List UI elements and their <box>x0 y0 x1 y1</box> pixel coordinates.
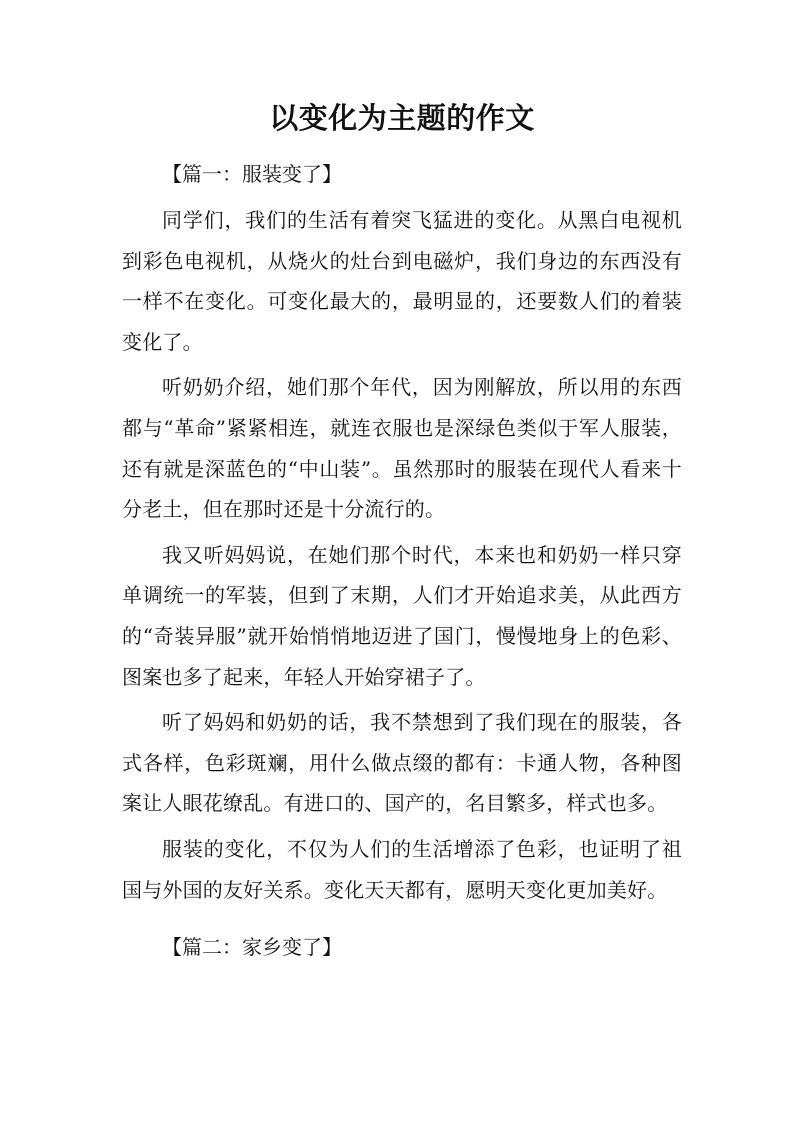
section-heading-1: 【篇一：服装变了】 <box>162 162 342 186</box>
paragraph-5: 服装的变化，不仅为人们的生活增添了色彩，也证明了祖国与外国的友好关系。变化天天都有，愿明天变化更加美好。 <box>122 836 682 902</box>
section-heading-2: 【篇二：家乡变了】 <box>162 935 342 960</box>
paragraph-3: 我又听妈妈说，在她们那个时代，本来也和奶奶一样只穿单调统一的军装，但到了末期，人们才开始追求美，从此西方的“奇装异服”就开始悄悄地迈进了国门，慢慢地身上的色彩、图案也多了起来，年轻人开始穿裙子了。 <box>122 542 682 689</box>
paragraph-2: 听奶奶介绍，她们那个年代，因为刚解放，所以用的东西都与“革命”紧紧相连，就连衣服也是深绿色类似于军人服装，还有就是深蓝色的“中山装”。虽然那时的服装在现代人看来十分老土，但在那时还是十分流行的。 <box>122 375 682 522</box>
paragraph-4: 听了妈妈和奶奶的话，我不禁想到了我们现在的服装，各式各样，色彩斑斓，用什么做点缀的都有：卡通人物，各种图案让人眼花缭乱。有进口的、国产的，名目繁多，样式也多。 <box>122 710 682 816</box>
paragraph-1: 同学们，我们的生活有着突飞猛进的变化。从黑白电视机到彩色电视机，从烧火的灶台到电磁炉，我们身边的东西没有一样不在变化。可变化最大的，最明显的，还要数人们的着装变化了。 <box>122 208 682 354</box>
document-title: 以变化为主题的作文 <box>269 101 535 135</box>
